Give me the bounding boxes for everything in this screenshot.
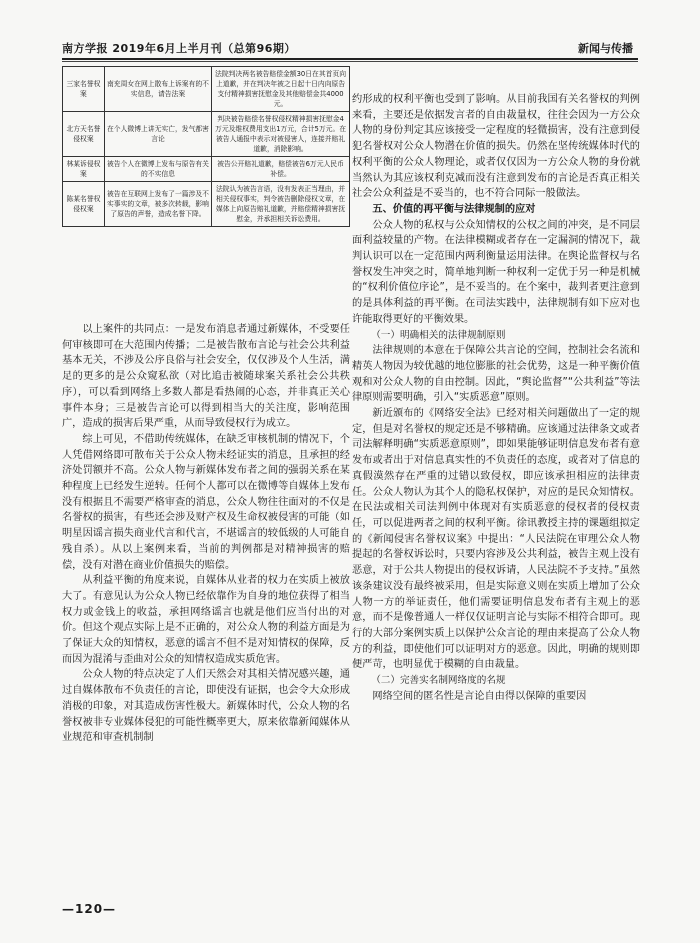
page-number: —120— [62,902,117,916]
header-rule-thin [62,61,638,62]
table-row [63,157,350,182]
table-row [63,112,350,157]
table-cell: 在个人微博上讲无实亡，发气都害言论 [104,112,211,157]
table-cell: 南充周女在网上散布上诉案有的不实信息，请告法案 [104,67,211,112]
body-paragraph: 综上可见，不借助传统媒体，在缺乏审核机制的情况下，个人凭借网络即可散布关于公众人物未经证实的消息，且承担的经济处罚额并不高。公众人物与新媒体发布者之间的强弱关系在某种程度上已经发生逆转。任何个人都可以在微博等自媒体上发布没有根据且不需要严格审查的消息，公众人物往往面对的不仅是名誉权的损害，有些还会涉及财产权及生命权被侵害的可能（如明星因谣言损失商业代言和代言，不堪谣言的较低级的人可能自残自杀）。从以上案例来看，当前的判例都是对精神损害的赔偿，没有对潜在商业价值损失的赔偿。 [62,433,350,571]
body-paragraph: 从利益平衡的角度来说，自媒体从业者的权力在实质上被放大了。有意见认为公众人物已经依靠作为自身的地位获得了相当权力或金钱上的收益，承担网络谣言也就是他们应当付出的对价。但这个观点实际上是不正确的，对公众人物的利益方面是为了保证大众的知情权，恶意的谣言不但不是对知情权的保障，反而因为混淆与歪曲对公众的知情权造成实质危害。 [62,575,350,665]
left-column [62,322,350,746]
table-cell: 北方天名誉侵权案 [63,112,105,157]
table-cell: 法院认为被告言语，没有发表正当理由，并相关侵权事实，判令被告删除侵权文章，在媒体上向原告赔礼道歉，并赔偿精神损害抚慰金，并承担相关诉讼费用。 [212,182,350,227]
section-heading: 五、价值的再平衡与法律规制的应对 [372,203,536,215]
header-rule [62,58,638,60]
body-paragraph: 新近颁布的《网络安全法》已经对相关问题做出了一定的规定，但是对名誉权的规定还是不够精确。应该通过法律条文或者司法解释明确“实质恶意原则”，即如果能够证明信息发布者有意发布或者出于对信息真实性的不负责任的态度，或者对了信息的真假漠然存在严重的过错以致侵权，即应该承担相应的法律责任。公众人物认为其个人的隐私权保护，对应的是民众知情权。在民法或相关司法判例中体现对有实质恶意的侵权者的侵权责任，可以促进两者之间的权利平衡。徐讯教授主持的课题组拟定的《新闻侵害名誉权议案》中提出：“人民法院在审理公众人物提起的名誉权诉讼时，只要内容涉及公共利益，被告主观上没有恶意，对于公共人物提出的侵权诉请，人民法院不予支持。”虽然该条建议没有最终被采用，但是实际意义则在实质上增加了公众人物一方的举证责任，他们需要证明信息发布者有主观上的恶意，而不是像普通人一样仅仅证明言论与实际不相符合即可。现行的大部分案例实质上以保护公众言论的理由来提高了公众人物方的利益，即使他们可以证明对方的恶意。因此，明确的规则即便严苛，也明显优于模糊的自由裁量。 [352,408,640,671]
table-cell: 法院判决两名被告赔偿金额30日在其首页向上道歉，并在判决年被之日起十日内向原告支付精神损害抚慰金及其他赔偿金共4000元。 [212,67,350,112]
body-paragraph: 公众人物的特点决定了人们天然会对其相关情况感兴趣，通过自媒体散布不负责任的言论，即使没有证据，也会令大众形成消极的印象，对其造成伤害性极大。新媒体时代，公众人物的名誉权被非专业媒体侵犯的可能性概率更大，原来依靠新闻媒体从业规范和审查机制制 [62,669,350,744]
body-paragraph: 网络空间的匿名性是言论自由得以保障的重要因 [372,690,587,702]
body-paragraph: 以上案件的共同点：一是发布消息者通过新媒体，不受要任何审核即可在大范围内传播；二是被告散布言论与社会公共利益基本无关，不涉及公序良俗与社会安全，仅仅涉及个人生活，满足的更多的是公众窥私欲（对比追击被随球案关系社会公共秩序），可以看到网络上多数人都是看热闹的心态，并非真正关心事件本身；三是被告言论可以得到相当大的关注度，影响范围广，造成的损害后果严重，从而导致侵权行为成立。 [62,324,350,430]
table-cell: 陈某名誉权侵权案 [63,182,105,227]
body-paragraph: 公众人物的私权与公众知情权的公权之间的冲突，是不同层面利益较量的产物。在法律模糊或者存在一定漏洞的情况下，裁判认识可以在一定范围内两利衡量运用法律。在舆论监督权与名誉权发生冲突之时，简单地判断一种权利一定优于另一种是机械的“权利价值位序论”，是不妥当的。在个案中，裁判者更注意到的是具体利益的再平衡。在司法实践中，法律规制有如下应对也许能取得更好的平衡效果。 [352,219,640,325]
table-row [63,67,350,112]
table-cell: 被告公开赔礼道歉，赔偿被告6万元人民币补偿。 [212,157,350,182]
table-cell: 被告个人在微博上发布与原告有关的不实信息 [104,157,211,182]
journal-header: 南方学报 2019年6月上半月刊（总第96期） [62,42,296,55]
body-paragraph: 法律规则的本意在于保障公共言论的空间，控制社会名流和精英人物因为较优越的地位膨胀的社会优势，这是一种平衡价值观和对公众人物的自由控制。因此，“舆论监督”“公共利益”等法律原则需要明确，引入“实质恶意”原则。 [352,345,640,404]
subsection-heading: （一）明确相关的法律规制原则 [371,329,506,341]
table-cell: 三家名誉权案 [63,67,105,112]
section-header: 新闻与传播 [578,42,633,55]
table-cell: 被告在互联网上发布了一篇涉及不实事实的文章，被多次转载，影响了原告的声誉，造成名誉下降。 [104,182,211,227]
table-cell: 林某诉侵权案 [63,157,105,182]
table-cell: 判决被告赔偿名誉权侵权精神损害抚慰金4万元及维权费用支出1万元，合计5万元。在被告人通报中表示对被侵害人，连接并赔礼道歉，消除影响。 [212,112,350,157]
case-table [62,66,350,227]
body-paragraph: 约形成的权利平衡也受到了影响。从目前我国有关名誉权的判例来看，主要还是依据发言者的自由裁量权，往往会因为一方公众人物的身份判定其应该接受一定程度的轻微损害，没有注意到侵犯名誉权对公众人物潜在价值的损失。仍然在坚传统媒体时代的权利平衡的公众人物理论，或者仅仅因为一方公众人物的身份就当然认为其应该权利克减而没有注意到发布的言论是否真正相关社会公众利益是不妥当的，也不符合同际一般做法。 [352,94,640,200]
right-column [352,92,640,704]
subsection-heading: （二）完善实名制网络度的名规 [371,675,506,687]
table-row [63,182,350,227]
